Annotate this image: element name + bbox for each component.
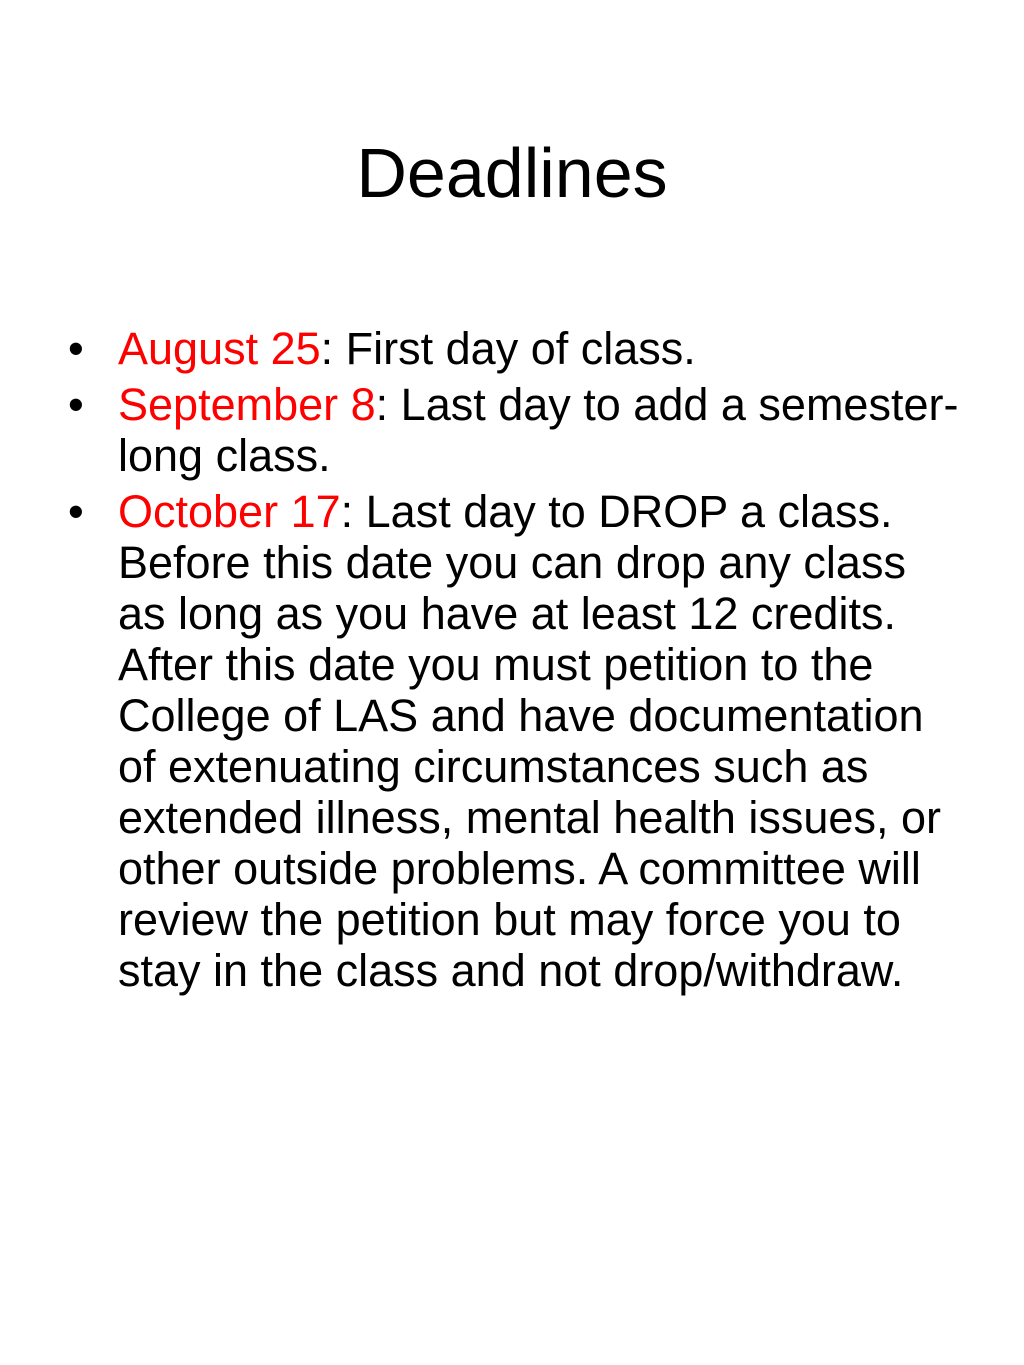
bullet-icon: •	[68, 486, 84, 537]
deadline-date: September 8	[118, 379, 376, 430]
deadline-description: : Last day to DROP a class. Before this date you can drop any class as long as you have at least 12 credits. After this date you must petition to the College of LAS and have documentation of extenuating circumstances such as extended illness, mental health issues, or other outside problems. A committee will review the petition but may force you to stay in the class and not drop/withdraw.	[118, 486, 941, 996]
bullet-icon: •	[68, 379, 84, 430]
bullet-icon: •	[68, 323, 84, 374]
slide-title: Deadlines	[356, 134, 668, 212]
deadline-description: : First day of class.	[320, 323, 696, 374]
deadline-item	[60, 323, 960, 374]
deadline-list	[60, 323, 960, 1001]
deadline-date: August 25	[118, 323, 321, 374]
deadline-item	[60, 379, 960, 481]
deadline-date: October 17	[118, 486, 341, 537]
deadline-description: : Last day to add a semester-long class.	[118, 379, 959, 481]
deadline-item	[60, 486, 960, 996]
